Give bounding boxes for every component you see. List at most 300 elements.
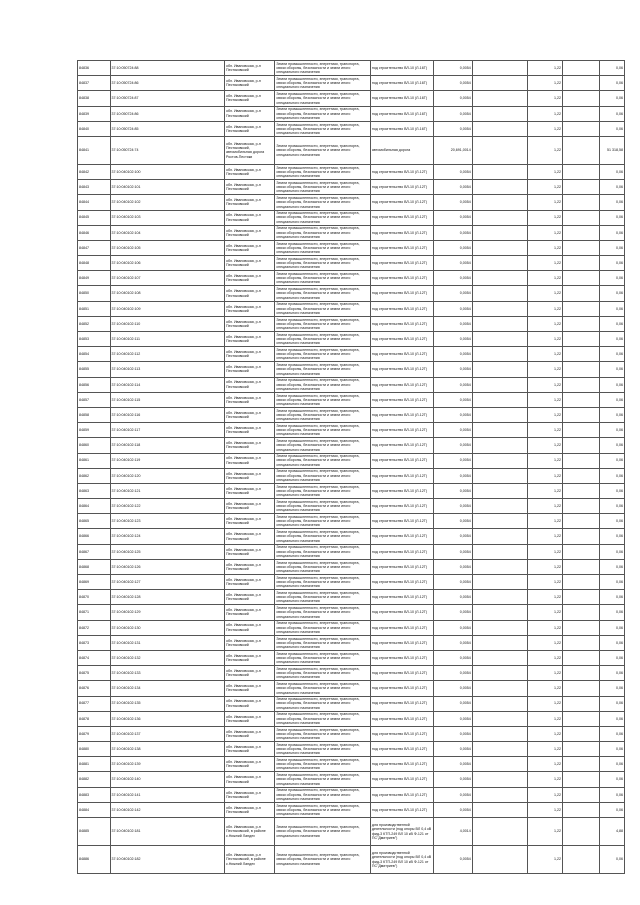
value-cell: 1,22 [528,164,563,179]
result-cell: 0,06 [599,225,624,240]
address-cell: обл. Ивановская, р-н Пестяковский [224,787,274,802]
empty-cell [563,666,600,681]
address-cell: обл. Ивановская, р-н Пестяковский [224,757,274,772]
table-row [78,499,625,514]
land-category-cell: Земли промышленности, энергетики, транспорта, связи обороны, безопасности и земли иного специального назначения [275,666,371,681]
address-cell: обл. Ивановская, р-н Пестяковский [224,286,274,301]
land-category-cell: Земли промышленности, энергетики, транспорта, связи обороны, безопасности и земли иного специального назначения [275,787,371,802]
land-category-cell: Земли промышленности, энергетики, транспорта, связи обороны, безопасности и земли иного специального назначения [275,256,371,271]
cadastral-number-cell: 37:10:040102:115 [110,392,224,407]
value-cell: 1,22 [528,301,563,316]
row-number-cell: 84846 [78,225,111,240]
row-number-cell: 84845 [78,210,111,225]
area-cell: 0,0054 [433,590,472,605]
table-row [78,514,625,529]
empty-cell [472,802,528,817]
land-category-cell: Земли промышленности, энергетики, транспорта, связи обороны, безопасности и земли иного специального назначения [275,726,371,741]
area-cell: 0,0054 [433,362,472,377]
area-cell: 0,0054 [433,301,472,316]
land-category-cell: Земли промышленности, энергетики, транспорта, связи обороны, безопасности и земли иного специального назначения [275,757,371,772]
result-cell: 0,06 [599,590,624,605]
land-category-cell: Земли промышленности, энергетики, транспорта, связи обороны, безопасности и земли иного специального назначения [275,106,371,121]
empty-cell [472,286,528,301]
result-cell: 0,06 [599,76,624,91]
area-cell: 0,0054 [433,726,472,741]
result-cell: 0,06 [599,347,624,362]
row-number-cell: 84862 [78,468,111,483]
cadastral-number-cell: 37:10:040102:181 [110,818,224,846]
result-cell: 0,06 [599,316,624,331]
land-category-cell: Земли промышленности, энергетики, транспорта, связи обороны, безопасности и земли иного специального назначения [275,362,371,377]
result-cell: 0,06 [599,392,624,407]
permitted-use-cell: для производственной деятельности (под опоры ВЛ 0,4 кВ фид-3 КТП-249 ВЛ 10 кВ Ф-121 от ПС"Дмитриев") [370,818,433,846]
cadastral-number-cell: 37:10:040102:135 [110,696,224,711]
area-cell: 0,0054 [433,575,472,590]
permitted-use-cell: под строительство ВЛ-10 (Л-12Т) [370,590,433,605]
value-cell: 1,22 [528,681,563,696]
row-number-cell: 84883 [78,787,111,802]
empty-cell [472,210,528,225]
empty-cell [472,483,528,498]
empty-cell [472,544,528,559]
row-number-cell: 84863 [78,483,111,498]
land-category-cell: Земли промышленности, энергетики, транспорта, связи обороны, безопасности и земли иного специального назначения [275,332,371,347]
permitted-use-cell: под строительство ВЛ-10 (Л-12Т) [370,772,433,787]
result-cell: 0,06 [599,195,624,210]
result-cell: 0,06 [599,377,624,392]
result-cell: 0,06 [599,180,624,195]
land-category-cell: Земли промышленности, энергетики, транспорта, связи обороны, безопасности и земли иного специального назначения [275,559,371,574]
empty-cell [563,590,600,605]
result-cell: 0,06 [599,635,624,650]
permitted-use-cell: под строительство ВЛ-10 (Л-12Т) [370,544,433,559]
result-cell: 0,06 [599,742,624,757]
value-cell: 1,22 [528,559,563,574]
area-cell: 0,0054 [433,91,472,106]
area-cell: 0,0054 [433,529,472,544]
permitted-use-cell: под строительство ВЛ-10 (Л-16Т) [370,76,433,91]
empty-cell [472,605,528,620]
cadastral-number-cell: 37:10:040102:126 [110,559,224,574]
result-cell: 0,06 [599,453,624,468]
empty-cell [563,696,600,711]
land-category-cell: Земли промышленности, энергетики, транспорта, связи обороны, безопасности и земли иного специального назначения [275,711,371,726]
cadastral-number-cell: 37:10:040102:122 [110,499,224,514]
empty-cell [563,483,600,498]
result-cell: 0,06 [599,620,624,635]
value-cell: 1,22 [528,377,563,392]
cadastral-number-cell: 37:10:040102:123 [110,514,224,529]
value-cell: 1,22 [528,846,563,874]
permitted-use-cell: под строительство ВЛ-10 (Л-12Т) [370,483,433,498]
row-number-cell: 84843 [78,180,111,195]
empty-cell [472,362,528,377]
area-cell: 0,0054 [433,271,472,286]
land-category-cell: Земли промышленности, энергетики, транспорта, связи обороны, безопасности и земли иного специального назначения [275,605,371,620]
result-cell: 4,88 [599,818,624,846]
table-row [78,136,625,164]
cadastral-number-cell: 37:10:050724:85 [110,121,224,136]
row-number-cell: 84875 [78,666,111,681]
empty-cell [563,438,600,453]
empty-cell [563,301,600,316]
address-cell: обл. Ивановская, р-н Пестяковский [224,106,274,121]
permitted-use-cell: под строительство ВЛ-10 (Л-12Т) [370,256,433,271]
table-row [78,347,625,362]
empty-cell [563,514,600,529]
row-number-cell: 84837 [78,76,111,91]
empty-cell [563,347,600,362]
value-cell: 1,22 [528,453,563,468]
area-cell: 0,0054 [433,438,472,453]
empty-cell [563,164,600,179]
permitted-use-cell: под строительство ВЛ-10 (Л-12Т) [370,681,433,696]
permitted-use-cell: под строительство ВЛ-10 (Л-12Т) [370,742,433,757]
area-cell: 0,0054 [433,559,472,574]
row-number-cell: 84880 [78,742,111,757]
empty-cell [472,61,528,76]
result-cell: 0,06 [599,529,624,544]
land-category-cell: Земли промышленности, энергетики, транспорта, связи обороны, безопасности и земли иного специального назначения [275,225,371,240]
cadastral-number-cell: 37:10:040102:125 [110,544,224,559]
empty-cell [563,76,600,91]
empty-cell [472,332,528,347]
empty-cell [563,423,600,438]
result-cell: 0,06 [599,726,624,741]
land-category-cell: Земли промышленности, энергетики, транспорта, связи обороны, безопасности и земли иного специального назначения [275,121,371,136]
empty-cell [472,681,528,696]
table-row [78,271,625,286]
row-number-cell: 84871 [78,605,111,620]
cadastral-number-cell: 37:10:040102:101 [110,180,224,195]
area-cell: 0,0054 [433,742,472,757]
empty-cell [472,559,528,574]
permitted-use-cell: под строительство ВЛ-10 (Л-12Т) [370,726,433,741]
empty-cell [472,256,528,271]
permitted-use-cell: под строительство ВЛ-10 (Л-12Т) [370,711,433,726]
value-cell: 1,22 [528,91,563,106]
table-row [78,438,625,453]
empty-cell [472,106,528,121]
empty-cell [472,575,528,590]
value-cell: 1,22 [528,61,563,76]
result-cell: 0,06 [599,696,624,711]
permitted-use-cell: под строительство ВЛ-10 (Л-12Т) [370,180,433,195]
cadastral-number-cell: 37:10:040102:110 [110,316,224,331]
empty-cell [472,91,528,106]
area-cell: 0,0054 [433,256,472,271]
area-cell: 0,0054 [433,407,472,422]
table-row [78,316,625,331]
address-cell: обл. Ивановская, р-н Пестяковский [224,121,274,136]
row-number-cell: 84874 [78,650,111,665]
land-category-cell: Земли промышленности, энергетики, транспорта, связи обороны, безопасности и земли иного специального назначения [275,635,371,650]
cadastral-number-cell: 37:10:040102:113 [110,362,224,377]
permitted-use-cell: под строительство ВЛ-10 (Л-12Т) [370,757,433,772]
address-cell: обл. Ивановская, р-н Пестяковский [224,225,274,240]
address-cell: обл. Ивановская, р-н Пестяковский [224,529,274,544]
cadastral-number-cell: 37:10:040102:104 [110,225,224,240]
address-cell: обл. Ивановская, р-н Пестяковский [224,802,274,817]
row-number-cell: 84836 [78,61,111,76]
value-cell: 1,22 [528,802,563,817]
cadastral-number-cell: 37:10:040102:112 [110,347,224,362]
row-number-cell: 84849 [78,271,111,286]
land-category-cell: Земли промышленности, энергетики, транспорта, связи обороны, безопасности и земли иного специального назначения [275,301,371,316]
cadastral-number-cell: 37:10:040102:119 [110,453,224,468]
table-row [78,195,625,210]
value-cell: 1,22 [528,407,563,422]
area-cell: 0,0054 [433,316,472,331]
empty-cell [563,681,600,696]
result-cell: 0,06 [599,802,624,817]
empty-cell [472,818,528,846]
row-number-cell: 84885 [78,818,111,846]
address-cell: обл. Ивановская, р-н Пестяковский [224,483,274,498]
empty-cell [472,377,528,392]
permitted-use-cell: автомобильная дорога [370,136,433,164]
address-cell: обл. Ивановская, р-н Пестяковский [224,590,274,605]
permitted-use-cell: под строительство ВЛ-10 (Л-12Т) [370,529,433,544]
land-category-cell: Земли промышленности, энергетики, транспорта, связи обороны, безопасности и земли иного специального назначения [275,392,371,407]
row-number-cell: 84881 [78,757,111,772]
empty-cell [563,559,600,574]
land-category-cell: Земли промышленности, энергетики, транспорта, связи обороны, безопасности и земли иного специального назначения [275,696,371,711]
cadastral-number-cell: 37:10:040102:108 [110,286,224,301]
address-cell: обл. Ивановская, р-н Пестяковский [224,650,274,665]
land-category-cell: Земли промышленности, энергетики, транспорта, связи обороны, безопасности и земли иного специального назначения [275,544,371,559]
value-cell: 1,22 [528,286,563,301]
row-number-cell: 84864 [78,499,111,514]
value-cell: 1,22 [528,544,563,559]
value-cell: 1,22 [528,575,563,590]
cadastral-number-cell: 37:10:040102:127 [110,575,224,590]
empty-cell [472,271,528,286]
cadastral-number-cell: 37:10:040102:118 [110,438,224,453]
value-cell: 1,22 [528,225,563,240]
value-cell: 1,22 [528,483,563,498]
cadastral-number-cell: 37:10:040102:114 [110,377,224,392]
result-cell: 0,06 [599,681,624,696]
empty-cell [472,301,528,316]
empty-cell [563,136,600,164]
cadastral-number-cell: 37:10:050724:87 [110,91,224,106]
table-row [78,483,625,498]
land-category-cell: Земли промышленности, энергетики, транспорта, связи обороны, безопасности и земли иного специального назначения [275,742,371,757]
empty-cell [563,121,600,136]
table-row [78,711,625,726]
table-row [78,605,625,620]
table-row [78,681,625,696]
cadastral-number-cell: 37:10:040102:130 [110,620,224,635]
table-row [78,121,625,136]
row-number-cell: 84855 [78,362,111,377]
address-cell: обл. Ивановская, р-н Пестяковский [224,514,274,529]
value-cell: 1,22 [528,772,563,787]
permitted-use-cell: под строительство ВЛ-10 (Л-12Т) [370,666,433,681]
table-row [78,453,625,468]
row-number-cell: 84882 [78,772,111,787]
permitted-use-cell: под строительство ВЛ-10 (Л-12Т) [370,347,433,362]
area-cell: 0,0054 [433,121,472,136]
area-cell: 0,0054 [433,468,472,483]
empty-cell [563,377,600,392]
result-cell: 0,06 [599,575,624,590]
empty-cell [472,240,528,255]
value-cell: 1,22 [528,76,563,91]
result-cell: 0,06 [599,240,624,255]
address-cell: обл. Ивановская, р-н Пестяковский [224,559,274,574]
area-cell: 0,0054 [433,225,472,240]
empty-cell [563,772,600,787]
row-number-cell: 84842 [78,164,111,179]
value-cell: 1,22 [528,332,563,347]
value-cell: 1,22 [528,106,563,121]
table-row [78,575,625,590]
land-category-cell: Земли промышленности, энергетики, транспорта, связи обороны, безопасности и земли иного специального назначения [275,575,371,590]
land-category-cell: Земли промышленности, энергетики, транспорта, связи обороны, безопасности и земли иного специального назначения [275,802,371,817]
result-cell: 0,06 [599,286,624,301]
land-category-cell: Земли промышленности, энергетики, транспорта, связи обороны, безопасности и земли иного специального назначения [275,529,371,544]
result-cell: 0,06 [599,256,624,271]
permitted-use-cell: под строительство ВЛ-10 (Л-12Т) [370,210,433,225]
value-cell: 1,22 [528,438,563,453]
address-cell: обл. Ивановская, р-н Пестяковский [224,696,274,711]
land-category-cell: Земли промышленности, энергетики, транспорта, связи обороны, безопасности и земли иного специального назначения [275,818,371,846]
area-cell: 0,0054 [433,711,472,726]
table-row [78,332,625,347]
value-cell: 1,22 [528,347,563,362]
cadastral-number-cell: 37:10:040102:131 [110,635,224,650]
value-cell: 1,22 [528,787,563,802]
table-row [78,666,625,681]
permitted-use-cell: под строительство ВЛ-10 (Л-12Т) [370,164,433,179]
area-cell: 0,0054 [433,453,472,468]
empty-cell [563,407,600,422]
empty-cell [563,392,600,407]
empty-cell [563,499,600,514]
value-cell: 1,22 [528,590,563,605]
empty-cell [563,742,600,757]
area-cell: 0,0054 [433,696,472,711]
area-cell: 0,0054 [433,787,472,802]
result-cell: 0,06 [599,757,624,772]
address-cell: обл. Ивановская, р-н Пестяковский [224,316,274,331]
address-cell: обл. Ивановская, р-н Пестяковский [224,772,274,787]
area-cell: 0,0054 [433,772,472,787]
value-cell: 1,22 [528,180,563,195]
area-cell: 20,691,0014 [433,136,472,164]
address-cell: обл. Ивановская, р-н Пестяковский [224,240,274,255]
row-number-cell: 84879 [78,726,111,741]
value-cell: 1,22 [528,392,563,407]
empty-cell [472,499,528,514]
table-row [78,468,625,483]
value-cell: 1,22 [528,256,563,271]
result-cell: 0,06 [599,164,624,179]
value-cell: 1,22 [528,499,563,514]
empty-cell [472,438,528,453]
area-cell: 0,0054 [433,164,472,179]
result-cell: 0,06 [599,362,624,377]
empty-cell [563,286,600,301]
cadastral-number-cell: 37:10:050724:88 [110,61,224,76]
area-cell: 0,0054 [433,635,472,650]
area-cell: 0,0054 [433,286,472,301]
address-cell: обл. Ивановская, р-н Пестяковский [224,681,274,696]
empty-cell [472,696,528,711]
cadastral-number-cell: 37:10:040102:142 [110,802,224,817]
empty-cell [472,76,528,91]
empty-cell [472,787,528,802]
area-cell: 0,0054 [433,802,472,817]
address-cell: обл. Ивановская, р-н Пестяковский [224,666,274,681]
address-cell: обл. Ивановская, р-н Пестяковский [224,407,274,422]
address-cell: обл. Ивановская, р-н Пестяковский [224,332,274,347]
address-cell: обл. Ивановская, р-н Пестяковский [224,91,274,106]
permitted-use-cell: под строительство ВЛ-10 (Л-12Т) [370,620,433,635]
result-cell: 0,06 [599,407,624,422]
area-cell: 0,0054 [433,483,472,498]
land-category-cell: Земли промышленности, энергетики, транспорта, связи обороны, безопасности и земли иного специального назначения [275,195,371,210]
land-category-cell: Земли промышленности, энергетики, транспорта, связи обороны, безопасности и земли иного специального назначения [275,499,371,514]
value-cell: 1,22 [528,650,563,665]
result-cell: 0,06 [599,711,624,726]
address-cell: обл. Ивановская, р-н Пестяковский [224,575,274,590]
empty-cell [472,529,528,544]
address-cell: обл. Ивановская, р-н Пестяковский [224,742,274,757]
empty-cell [563,757,600,772]
row-number-cell: 84867 [78,544,111,559]
empty-cell [563,711,600,726]
permitted-use-cell: под строительство ВЛ-10 (Л-12Т) [370,514,433,529]
empty-cell [563,362,600,377]
land-category-cell: Земли промышленности, энергетики, транспорта, связи обороны, безопасности и земли иного специального назначения [275,347,371,362]
empty-cell [563,453,600,468]
land-register-table [77,60,625,874]
land-category-cell: Земли промышленности, энергетики, транспорта, связи обороны, безопасности и земли иного специального назначения [275,286,371,301]
result-cell: 0,06 [599,423,624,438]
land-category-cell: Земли промышленности, энергетики, транспорта, связи обороны, безопасности и земли иного специального назначения [275,620,371,635]
address-cell: обл. Ивановская, р-н Пестяковский [224,256,274,271]
address-cell: обл. Ивановская, р-н Пестяковский [224,195,274,210]
row-number-cell: 84851 [78,301,111,316]
address-cell: обл. Ивановская, р-н Пестяковский [224,164,274,179]
cadastral-number-cell: 37:10:040102:111 [110,332,224,347]
empty-cell [563,650,600,665]
row-number-cell: 84884 [78,802,111,817]
empty-cell [472,590,528,605]
table-row [78,529,625,544]
row-number-cell: 84848 [78,256,111,271]
row-number-cell: 84858 [78,407,111,422]
table-row [78,362,625,377]
empty-cell [563,271,600,286]
empty-cell [563,544,600,559]
result-cell: 0,06 [599,544,624,559]
land-category-cell: Земли промышленности, энергетики, транспорта, связи обороны, безопасности и земли иного специального назначения [275,377,371,392]
area-cell: 0,0054 [433,620,472,635]
cadastral-number-cell: 37:10:040102:117 [110,423,224,438]
cadastral-number-cell: 37:10:040102:138 [110,742,224,757]
value-cell: 1,22 [528,423,563,438]
cadastral-number-cell: 37:10:040102:132 [110,650,224,665]
table-row [78,61,625,76]
result-cell: 0,06 [599,61,624,76]
value-cell: 1,22 [528,635,563,650]
address-cell: обл. Ивановская, р-н Пестяковский [224,392,274,407]
address-cell: обл. Ивановская, р-н Пестяковский [224,544,274,559]
